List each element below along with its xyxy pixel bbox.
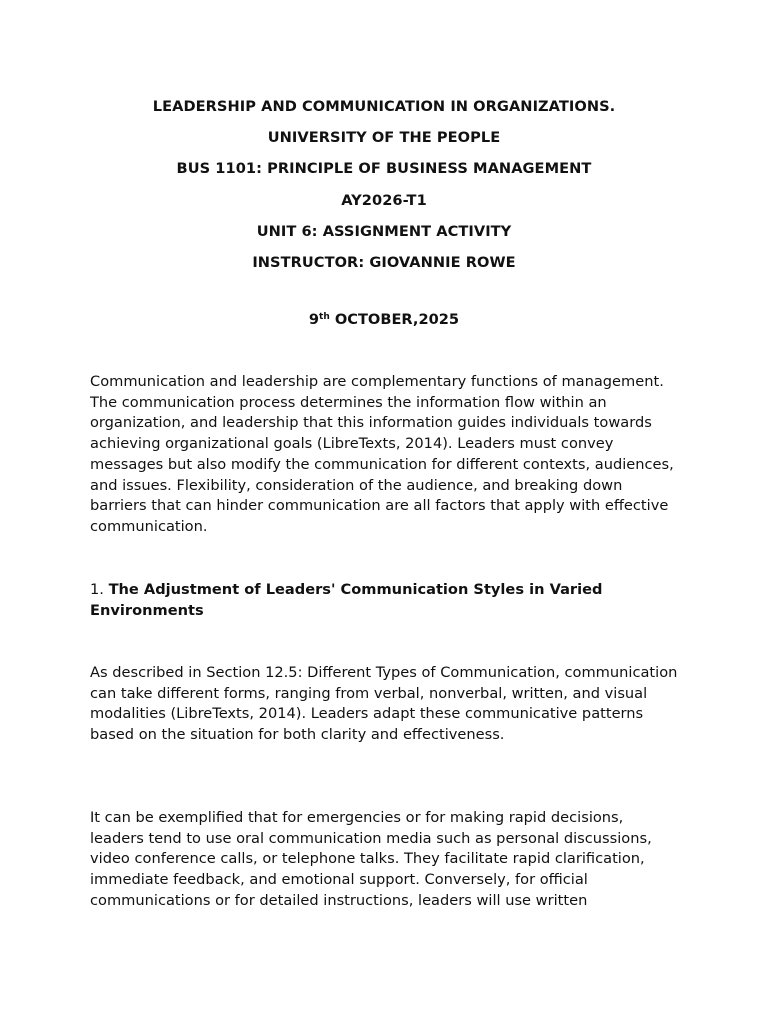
submission-date bbox=[0, 309, 768, 331]
section-heading bbox=[90, 580, 680, 621]
section-paragraph: As described in Section 12.5: Different Types of Communication, communication can take different forms, ranging from verbal, nonverbal, written, and visual modalities (LibreTexts, 2014). Leaders adapt these communicative patterns based on the situation for both clarity and effectiveness. bbox=[90, 664, 678, 744]
title-block bbox=[0, 91, 768, 278]
section-paragraph: It can be exemplified that for emergencies or for making rapid decisions, leaders tend to use oral communication media such as personal discussions, video conference calls, or telephone talks. They facilitate rapid clarification, immediate feedback, and emotional support. Conversely, for official communications or for detailed instructions, leaders will use written bbox=[90, 809, 652, 909]
course-name: BUS 1101: PRINCIPLE OF BUSINESS MANAGEMENT bbox=[176, 160, 592, 178]
section-title: The Adjustment of Leaders' Communication Styles in Varied Environments bbox=[90, 581, 603, 619]
date-day: 9 bbox=[308, 311, 320, 328]
document-title: LEADERSHIP AND COMMUNICATION IN ORGANIZATIONS. bbox=[152, 98, 616, 115]
section-number: 1. bbox=[90, 581, 104, 598]
academic-term: AY2026-T1 bbox=[341, 191, 427, 209]
date-month-year: OCTOBER,2025 bbox=[329, 311, 460, 328]
date-ordinal-suffix: th bbox=[319, 312, 330, 322]
instructor-name: INSTRUCTOR: GIOVANNIE ROWE bbox=[252, 254, 516, 272]
university-name: UNIVERSITY OF THE PEOPLE bbox=[267, 129, 501, 147]
intro-paragraph: Communication and leadership are complementary functions of management. The communication process determines the information flow within an organization, and leadership that this information guides individuals towards achieving organizational goals (LibreTexts, 2014). Leaders must convey messages but also modify the communication for different contexts, audiences, and issues. Flexibility, consideration of the audience, and breaking down barriers that can hinder communication are all factors that apply with effective communication. bbox=[90, 373, 674, 535]
assignment-name: UNIT 6: ASSIGNMENT ACTIVITY bbox=[256, 222, 512, 240]
